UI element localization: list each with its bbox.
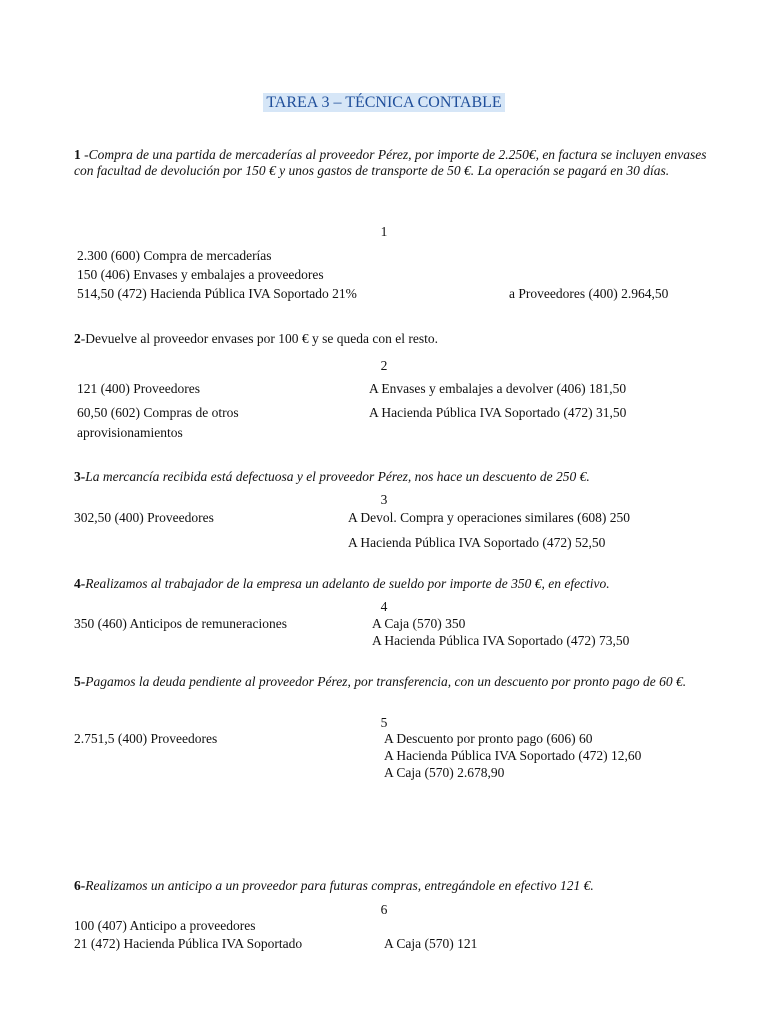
task-5-number: 5 — [380, 715, 388, 730]
document-title: TAREA 3 – TÉCNICA CONTABLE — [263, 93, 504, 112]
task-2-lead: 2 — [74, 331, 81, 346]
task-3-number: 3 — [380, 492, 388, 507]
task-6-debit-2: 21 (472) Hacienda Pública IVA Soportado — [74, 936, 303, 951]
task-2-credit-1: A Envases y embalajes a devolver (406) 181,50 — [369, 381, 627, 396]
task-1-debit-2: 150 (406) Envases y embalajes a proveedores — [77, 267, 324, 282]
task-3-credit-2: A Hacienda Pública IVA Soportado (472) 52,50 — [348, 535, 606, 550]
task-6-statement — [74, 878, 714, 894]
task-4-lead: 4- — [74, 576, 86, 591]
task-6-lead: 6- — [74, 878, 86, 893]
task-1-lead: 1 — [74, 147, 81, 162]
task-6-debit-1: 100 (407) Anticipo a proveedores — [74, 918, 256, 933]
task-2-debit-1: 121 (400) Proveedores — [77, 381, 200, 396]
task-1-number: 1 — [380, 224, 388, 239]
task-2-debit-2: 60,50 (602) Compras de otros — [77, 405, 239, 420]
task-3-statement — [74, 469, 714, 485]
task-4-statement — [74, 576, 714, 592]
task-2-statement — [74, 331, 714, 347]
task-5-text: Pagamos la deuda pendiente al proveedor Pérez, por transferencia, con un descuento por pronto pago de 60 €. — [85, 674, 687, 689]
task-2-credit-2: A Hacienda Pública IVA Soportado (472) 31,50 — [369, 405, 627, 420]
task-4-credit-1: A Caja (570) 350 — [372, 616, 466, 631]
task-1-text: -Compra de una partida de mercaderías al proveedor Pérez, por importe de 2.250€, en factura se incluyen envases con facultad de devolución por 150 € y unos gastos de transporte de 50 €. La operación se pagará en 30 días. — [74, 147, 707, 178]
task-2-debit-3: aprovisionamientos — [77, 425, 183, 440]
task-2-number: 2 — [380, 358, 388, 373]
task-1-debit-3: 514,50 (472) Hacienda Pública IVA Soportado 21% — [77, 286, 357, 301]
task-5-lead: 5- — [74, 674, 86, 689]
task-3-credit-1: A Devol. Compra y operaciones similares (608) 250 — [348, 510, 630, 525]
task-4-debit-1: 350 (460) Anticipos de remuneraciones — [74, 616, 287, 631]
task-6-text: Realizamos un anticipo a un proveedor para futuras compras, entregándole en efectivo 121 €. — [85, 878, 594, 893]
task-5-debit-1: 2.751,5 (400) Proveedores — [74, 731, 218, 746]
task-4-credit-2: A Hacienda Pública IVA Soportado (472) 73,50 — [372, 633, 630, 648]
task-5-statement — [74, 674, 714, 690]
task-1-debit-1: 2.300 (600) Compra de mercaderías — [77, 248, 272, 263]
task-6-number: 6 — [380, 902, 388, 917]
document-title-wrap — [0, 94, 768, 112]
task-4-text: Realizamos al trabajador de la empresa un adelanto de sueldo por importe de 350 €, en efectivo. — [85, 576, 610, 591]
task-1-statement — [74, 147, 714, 179]
task-4-number: 4 — [380, 599, 388, 614]
task-2-text: -Devuelve al proveedor envases por 100 € y se queda con el resto. — [80, 331, 438, 346]
task-3-debit-1: 302,50 (400) Proveedores — [74, 510, 214, 525]
task-6-credit-1: A Caja (570) 121 — [384, 936, 478, 951]
task-5-credit-1: A Descuento por pronto pago (606) 60 — [384, 731, 593, 746]
task-3-text: La mercancía recibida está defectuosa y el proveedor Pérez, nos hace un descuento de 250 €. — [85, 469, 590, 484]
task-1-credit-1: a Proveedores (400) 2.964,50 — [509, 286, 669, 301]
task-5-credit-2: A Hacienda Pública IVA Soportado (472) 12,60 — [384, 748, 642, 763]
task-3-lead: 3- — [74, 469, 86, 484]
task-5-credit-3: A Caja (570) 2.678,90 — [384, 765, 505, 780]
